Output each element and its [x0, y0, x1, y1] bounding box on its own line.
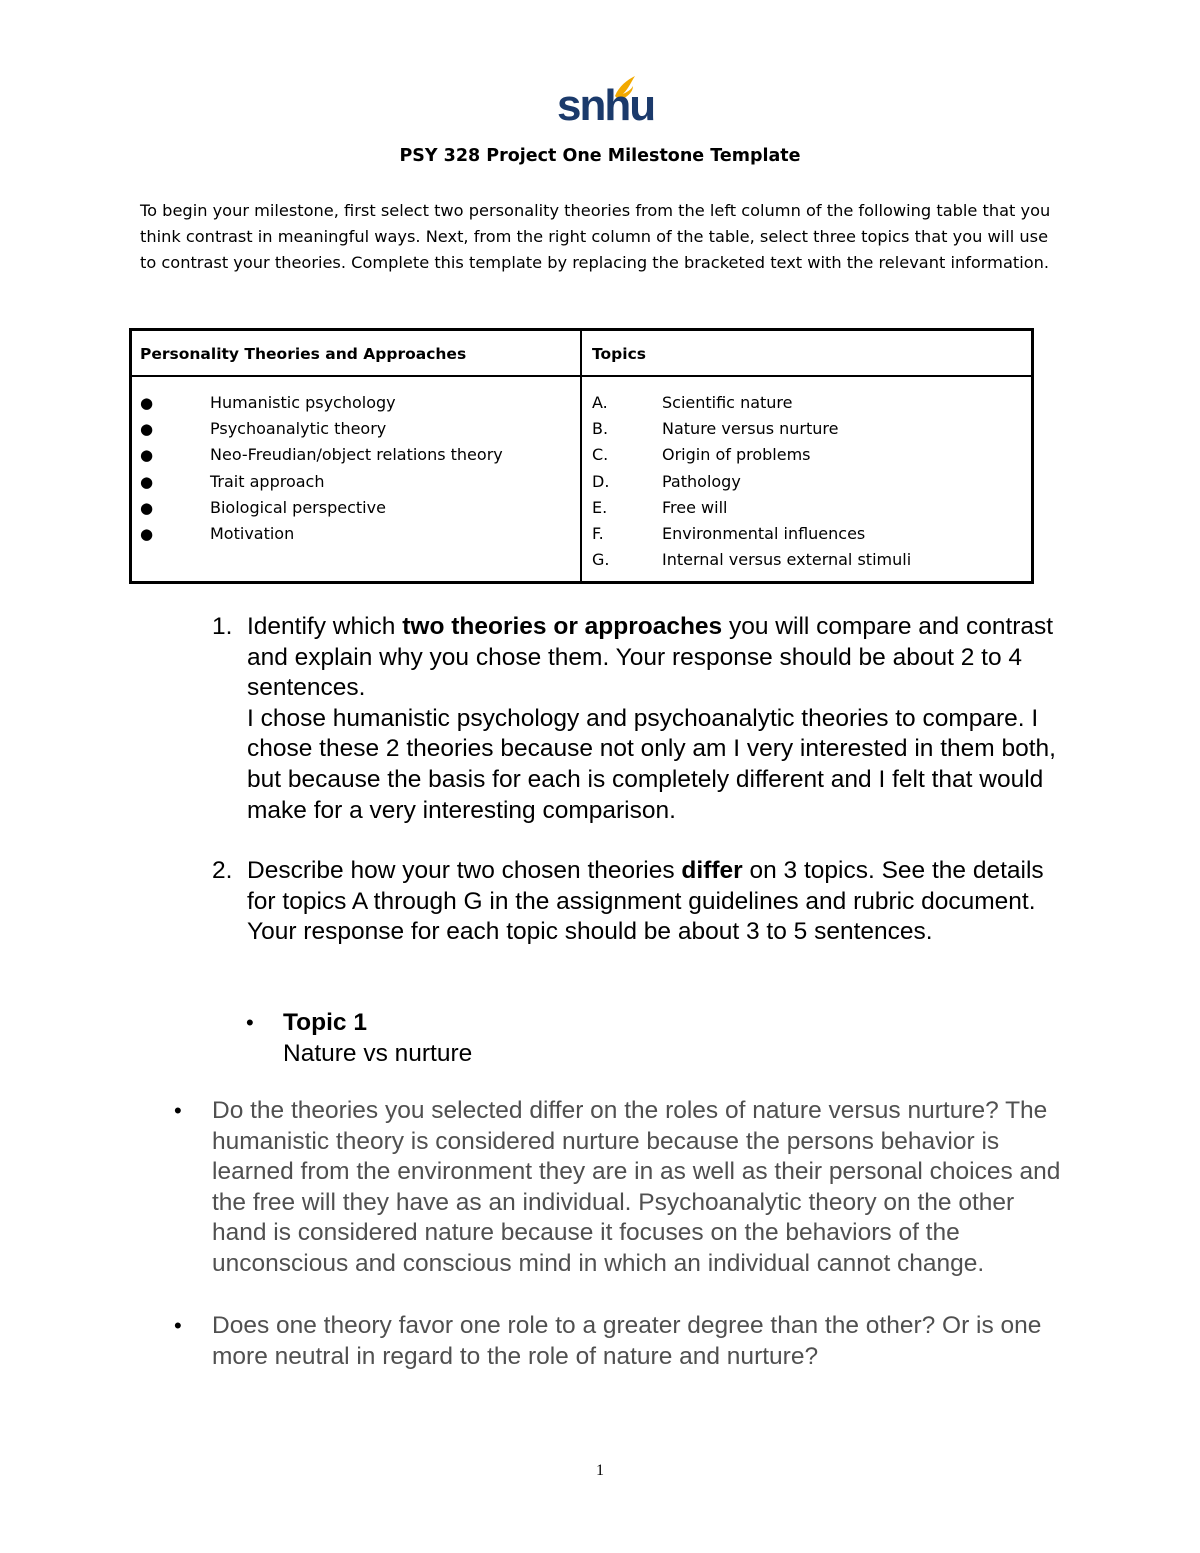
topic-1-value: Nature vs nurture: [283, 1039, 473, 1067]
topic-letter: D.: [592, 471, 610, 491]
bullet-icon: ●: [140, 420, 154, 439]
table-header-divider: [129, 375, 1034, 377]
topic-label: Scientific nature: [662, 393, 793, 412]
theory-label: Motivation: [210, 523, 295, 543]
topic-label: Internal versus external stimuli: [662, 550, 912, 570]
topic-label: Nature versus nurture: [662, 419, 839, 439]
topic-1-bullet-icon: •: [246, 1010, 254, 1035]
question-2-number: 2.: [212, 857, 233, 884]
list-item: [592, 416, 1022, 442]
theory-label: Trait approach: [210, 471, 325, 491]
guidance-1-bullet-icon: •: [174, 1098, 182, 1123]
theory-label: Humanistic psychology: [210, 393, 396, 412]
topic-1: [283, 1008, 1063, 1069]
list-item: [592, 495, 1022, 521]
topic-label: Environmental influences: [662, 523, 866, 543]
question-2: [247, 856, 1077, 948]
table-header-theories: Personality Theories and Approaches: [140, 345, 467, 363]
bullet-icon: ●: [140, 498, 154, 517]
question-2-prompt-start: Describe how your two chosen theories: [247, 857, 682, 884]
topic-letter: F.: [592, 523, 604, 543]
question-1-number: 1.: [212, 613, 233, 640]
guidance-1-text: Do the theories you selected differ on the roles of nature versus nurture? The humanistic theory is considered nurture because the persons behavior is learned from the environment they are in as well as their personal choices and the free will they have as an individual. Psychoanalytic theory on the other hand is considered nature because it focuses on the behaviors of the unconscious and conscious mind in which an individual cannot change.: [212, 1097, 1061, 1277]
question-1: [247, 612, 1077, 826]
bullet-icon: ●: [140, 394, 154, 412]
bullet-icon: ●: [140, 446, 154, 465]
document-title: PSY 328 Project One Milestone Template: [399, 146, 801, 166]
list-item: [592, 442, 1022, 468]
question-1-prompt-start: Identify which: [247, 613, 403, 640]
theory-list: [140, 390, 570, 547]
guidance-2-text: Does one theory favor one role to a greater degree than the other? Or is one more neutral in regard to the role of nature and nurture?: [212, 1312, 1042, 1370]
list-item: [140, 521, 570, 547]
page-number: 1: [596, 1462, 604, 1479]
question-1-answer: I chose humanistic psychology and psychoanalytic theories to compare. I chose these 2 theories because not only am I very interested in them both, but because the basis for each is completely different and I felt that would make for a very interesting comparison.: [247, 704, 1056, 824]
topic-letter: B.: [592, 419, 609, 439]
topic-letter: C.: [592, 445, 609, 465]
list-item: [592, 390, 1022, 416]
theory-label: Neo-Freudian/object relations theory: [210, 445, 503, 465]
topic-letter: A.: [592, 393, 608, 412]
bullet-icon: ●: [140, 524, 154, 543]
bullet-icon: ●: [140, 472, 154, 491]
snhu-logo: [553, 74, 655, 132]
list-item: [592, 547, 1022, 573]
topic-letter: E.: [592, 497, 608, 517]
list-item: [140, 390, 570, 416]
table-column-divider: [580, 328, 582, 584]
topic-label: Free will: [662, 497, 728, 517]
topic-label: Origin of problems: [662, 445, 811, 465]
question-2-prompt-bold: differ: [681, 857, 743, 884]
list-item: [592, 469, 1022, 495]
theory-label: Psychoanalytic theory: [210, 419, 387, 439]
list-item: [140, 416, 570, 442]
list-item: [140, 442, 570, 468]
table-header-topics: Topics: [592, 345, 646, 363]
theory-label: Biological perspective: [210, 497, 386, 517]
topic-letter: G.: [592, 550, 610, 570]
topic-label: Pathology: [662, 471, 741, 491]
list-item: [140, 495, 570, 521]
question-1-prompt-end: you will compare and contrast and explain why you chose them. Your response should be about 2 to 4 sentences.: [247, 613, 1054, 702]
topic-1-heading: Topic 1: [283, 1009, 367, 1036]
question-1-prompt-bold: two theories or approaches: [402, 613, 723, 640]
question-2-prompt-end: on 3 topics. See the details for topics A through G in the assignment guidelines and rubric document. Your response for each topic should be about 3 to 5 sentences.: [247, 857, 1044, 946]
intro-paragraph: To begin your milestone, first select two personality theories from the left column of the following table that you think contrast in meaningful ways. Next, from the right column of the table, select three topics that you will use to contrast your theories. Complete this template by replacing the bracketed text with the relevant information.: [140, 201, 1051, 273]
logo-text: snhu: [557, 81, 655, 130]
list-item: [140, 469, 570, 495]
list-item: [592, 521, 1022, 547]
guidance-2-bullet-icon: •: [174, 1313, 182, 1338]
topic-list: [592, 390, 1022, 573]
